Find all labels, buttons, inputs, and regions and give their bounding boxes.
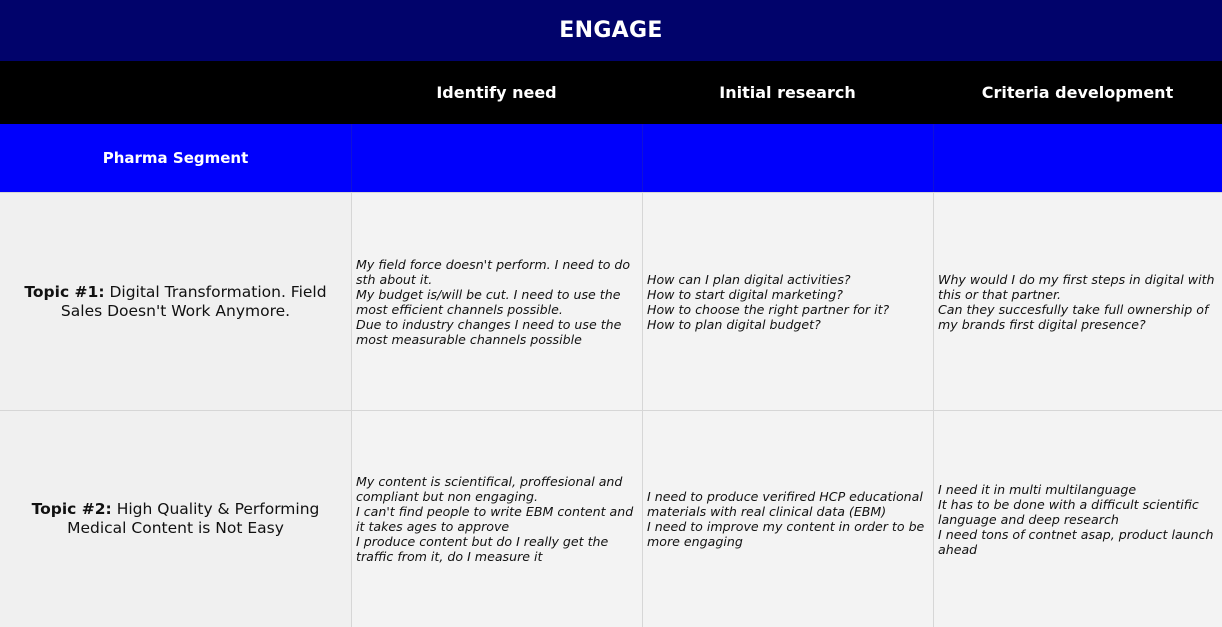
need-line: I produce content but do I really get the traffic from it, do I measure it <box>356 534 609 564</box>
topic-prefix: Topic #2: <box>31 500 112 518</box>
topic-label <box>0 411 351 627</box>
need-cell-initial-research <box>642 193 933 410</box>
need-line: How to choose the right partner for it? <box>647 301 890 317</box>
segment-row <box>0 124 1222 192</box>
need-line: Can they succesfully take full ownership of my brands first digital presence? <box>938 301 1209 332</box>
topic-label <box>0 193 351 410</box>
need-line: How to plan digital budget? <box>647 316 821 332</box>
topic-name: High Quality & Performing Medical Content is Not Easy <box>67 500 320 537</box>
segment-label: Pharma Segment <box>102 149 249 167</box>
need-line: I need to improve my content in order to be more engaging <box>647 519 925 549</box>
title-bar <box>0 0 1222 61</box>
need-line: I need to produce verifired HCP educational materials with real clinical data (EBM) <box>647 489 923 519</box>
column-header-identify-need: Identify need <box>436 83 557 102</box>
need-line: I can't find people to write EBM content and it takes ages to approve <box>356 504 634 534</box>
segment-cell <box>642 124 933 192</box>
topic-name: Digital Transformation. Field Sales Doesn't Work Anymore. <box>60 282 327 320</box>
column-header-criteria-development: Criteria development <box>981 83 1174 102</box>
column-header-initial-research: Initial research <box>719 83 856 102</box>
need-line: Due to industry changes I need to use the most measurable channels possible <box>356 316 622 347</box>
need-line: I need it in multi multilanguage <box>938 481 1137 497</box>
need-line: I need tons of contnet asap, product launch ahead <box>938 526 1214 557</box>
need-cell-criteria-development <box>933 193 1222 410</box>
need-cell-identify-need <box>351 193 642 410</box>
segment-cell <box>351 124 642 192</box>
topic-row-1 <box>0 192 1222 410</box>
need-line: It has to be done with a difficult scientific language and deep research <box>938 496 1199 527</box>
need-line: My budget is/will be cut. I need to use the most efficient channels possible. <box>356 286 621 317</box>
need-line: How to start digital marketing? <box>647 286 843 302</box>
need-cell-identify-need <box>351 411 642 627</box>
need-line: Why would I do my first steps in digital with this or that partner. <box>938 271 1215 302</box>
topic-row-2 <box>0 410 1222 627</box>
page-title: ENGAGE <box>559 18 663 43</box>
segment-cell <box>933 124 1222 192</box>
column-header-row <box>0 61 1222 124</box>
need-line: My field force doesn't perform. I need to do sth about it. <box>356 256 631 287</box>
topic-prefix: Topic #1: <box>24 282 105 301</box>
need-cell-criteria-development <box>933 411 1222 627</box>
need-line: My content is scientifical, proffesional and compliant but non engaging. <box>356 474 623 504</box>
header-corner <box>0 61 351 124</box>
need-cell-initial-research <box>642 411 933 627</box>
need-line: How can I plan digital activities? <box>647 271 851 287</box>
